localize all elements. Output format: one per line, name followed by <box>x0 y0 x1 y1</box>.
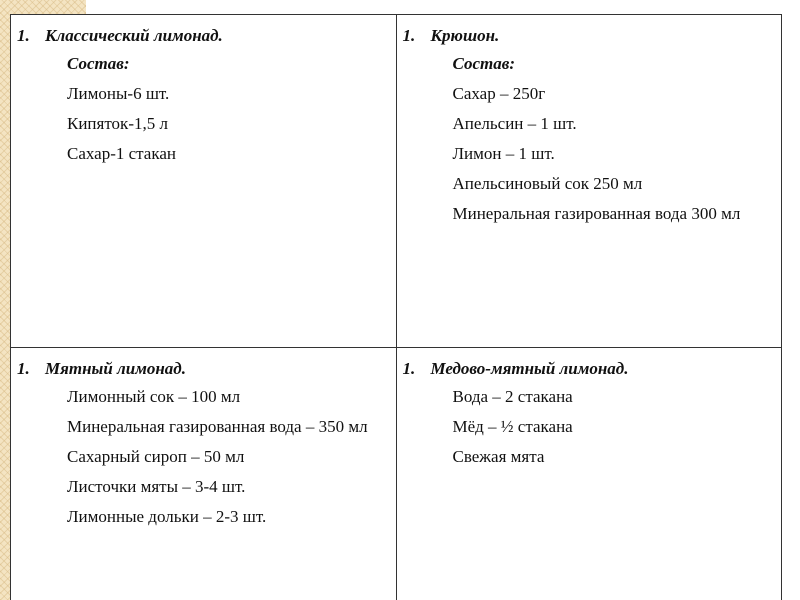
recipe-cell-honey-mint-lemonade <box>396 348 782 600</box>
ingredient-item: Минеральная газированная вода 300 мл <box>452 204 741 223</box>
ingredient-list <box>403 382 772 472</box>
recipes-table <box>10 14 782 600</box>
ingredient-item: Лимонный сок – 100 мл <box>67 387 241 406</box>
recipe-title <box>403 23 772 49</box>
ingredient-item: Сахарный сироп – 50 мл <box>67 447 245 466</box>
ingredient-item: Апельсин – 1 шт. <box>452 114 577 133</box>
ingredient-item: Лимонные дольки – 2-3 шт. <box>67 507 267 526</box>
table-row <box>11 15 782 348</box>
recipe-title-text: Классический лимонад. <box>45 26 223 45</box>
recipe-cell-classic-lemonade <box>11 15 397 348</box>
recipe-number: 1. <box>17 26 30 45</box>
recipe-number: 1. <box>17 359 30 378</box>
recipe-subheading: Состав: <box>67 54 130 73</box>
ingredient-item: Кипяток-1,5 л <box>67 114 168 133</box>
recipe-cell-cruchon <box>396 15 782 348</box>
recipe-title-text: Мятный лимонад. <box>45 359 186 378</box>
ingredient-item: Лимоны-6 шт. <box>67 84 170 103</box>
recipe-number: 1. <box>402 26 416 45</box>
ingredient-list <box>17 79 386 169</box>
table-row <box>11 348 782 600</box>
ingredient-item: Листочки мяты – 3-4 шт. <box>67 477 246 496</box>
ingredient-item: Вода – 2 стакана <box>452 387 573 406</box>
ingredient-item: Минеральная газированная вода – 350 мл <box>67 417 368 436</box>
recipe-title-text: Медово-мятный лимонад. <box>430 359 629 378</box>
ingredient-list <box>17 382 386 532</box>
ingredient-list <box>403 79 772 229</box>
recipe-cell-mint-lemonade <box>11 348 397 600</box>
recipe-title <box>17 356 386 382</box>
ingredient-item: Мёд – ½ стакана <box>452 417 573 436</box>
recipe-subheading: Состав: <box>452 54 515 73</box>
recipe-title-text: Крюшон. <box>430 26 500 45</box>
ingredient-item: Сахар-1 стакан <box>67 144 176 163</box>
recipe-title <box>403 356 772 382</box>
ingredient-item: Свежая мята <box>452 447 545 466</box>
ingredient-item: Сахар – 250г <box>452 84 546 103</box>
recipe-title <box>17 23 386 49</box>
ingredient-item: Лимон – 1 шт. <box>452 144 555 163</box>
ingredient-item: Апельсиновый сок 250 мл <box>452 174 643 193</box>
recipe-number: 1. <box>402 359 416 378</box>
